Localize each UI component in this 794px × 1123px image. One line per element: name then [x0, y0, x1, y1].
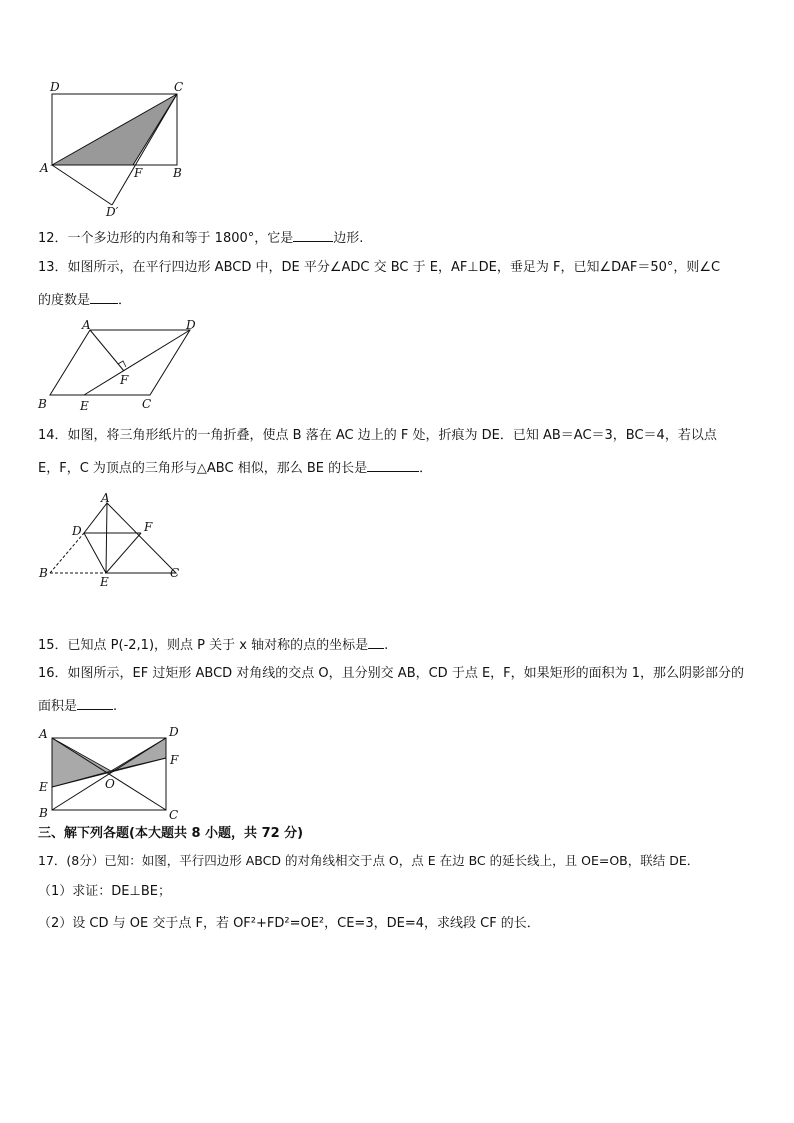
q14-segment-ad [84, 503, 107, 533]
q16-label-f: F [170, 753, 179, 767]
q14-label-b: B [39, 566, 48, 580]
q13-label-e: E [80, 399, 89, 413]
q13-line1: 13．如图所示，在平行四边形 ABCD 中，DE 平分∠ADC 交 BC 于 E，AF⊥DE，垂足为 F，已知∠DAF＝50°，则∠C [38, 260, 721, 275]
q13-label-f: F [120, 373, 129, 387]
q14-dashed-bd [50, 533, 84, 573]
q14-label-e: E [100, 575, 109, 589]
fig11-label-c: C [174, 80, 184, 94]
q15-stem: 15．已知点 P(-2,1)，则点 P 关于 x 轴对称的点的坐标是 [38, 638, 369, 653]
q14-line1: 14．如图，将三角形纸片的一角折叠，使点 B 落在 AC 边上的 F 处，折痕为 DE．已知 AB＝AC＝3，BC＝4，若以点 [38, 428, 717, 443]
q14-line2 [38, 458, 432, 478]
q16-stem: 面积是 [38, 699, 78, 714]
fig11-shaded-triangle [52, 94, 177, 165]
q17-part1: （1）求证：DE⊥BE； [38, 884, 171, 899]
section3-heading: 三、解下列各题(本大题共 8 小题，共 72 分) [38, 826, 304, 841]
q14-segment-ef [106, 533, 141, 573]
q14-fold-triangle-diagram [36, 493, 186, 588]
q13-answer-blank[interactable] [90, 290, 118, 304]
q13-right-angle-mark [118, 361, 126, 367]
q13-parallelogram-diagram [34, 318, 214, 414]
q15-text [38, 635, 388, 655]
q13-label-d: D [186, 318, 196, 332]
q14-answer-blank[interactable] [367, 458, 419, 472]
fig11-label-a: A [40, 161, 49, 175]
q16-answer-blank[interactable] [77, 696, 113, 710]
q13-label-c: C [142, 397, 152, 411]
q16-label-b: B [39, 806, 48, 820]
q16-tail: . [113, 699, 118, 714]
q16-rectangle-diagram [36, 724, 186, 822]
q12-tail: 边形. [333, 231, 364, 246]
q16-label-d: D [169, 725, 179, 739]
q16-label-c: C [169, 808, 179, 822]
q14-stem: E，F，C 为顶点的三角形与△ABC 相似，那么 BE 的长是 [38, 461, 368, 476]
q13-stem: 的度数是 [38, 293, 91, 308]
q14-label-a: A [101, 491, 110, 505]
q14-tail: ． [419, 461, 433, 476]
q16-line2 [38, 696, 117, 716]
q13-line2 [38, 290, 131, 310]
q15-tail: . [384, 638, 389, 653]
q12-stem: 12．一个多边形的内角和等于 1800°，它是 [38, 231, 294, 246]
fig11-label-f: F [134, 166, 143, 180]
q17-intro: 17．(8分）已知：如图，平行四边形 ABCD 的对角线相交于点 O，点 E 在边 BC 的延长线上，且 OE=OB，联结 DE． [38, 853, 700, 868]
q14-label-f: F [144, 520, 153, 534]
fig11-fold-line-ad [52, 165, 112, 205]
q15-answer-blank[interactable] [368, 635, 384, 649]
q16-line1: 16．如图所示，EF 过矩形 ABCD 对角线的交点 O，且分别交 AB，CD 于点 E，F，如果矩形的面积为 1，那么阴影部分的 [38, 666, 745, 681]
q13-segment-de [84, 330, 190, 395]
q14-label-d: D [72, 524, 82, 538]
fig11-label-d: D [50, 80, 60, 94]
q16-label-e: E [39, 780, 48, 794]
q12-text [38, 228, 363, 248]
fig11-label-d-prime: D′ [106, 205, 119, 219]
q12-answer-blank[interactable] [293, 228, 333, 242]
q17-part2: （2）设 CD 与 OE 交于点 F，若 OF²+FD²=OE²，CE=3，DE=4，求线段 CF 的长． [38, 916, 540, 931]
q14-segment-de [84, 533, 106, 573]
q14-label-c: C [170, 566, 180, 580]
q14-triangle-afc [106, 503, 176, 573]
q13-label-b: B [38, 397, 47, 411]
q16-label-a: A [39, 727, 48, 741]
q13-tail: ． [118, 293, 132, 308]
fig11-label-b: B [173, 166, 182, 180]
q16-label-o: O [105, 777, 115, 791]
q13-segment-af [90, 330, 124, 371]
fig11-rectangle-diagram [36, 80, 196, 220]
q13-label-a: A [82, 318, 91, 332]
